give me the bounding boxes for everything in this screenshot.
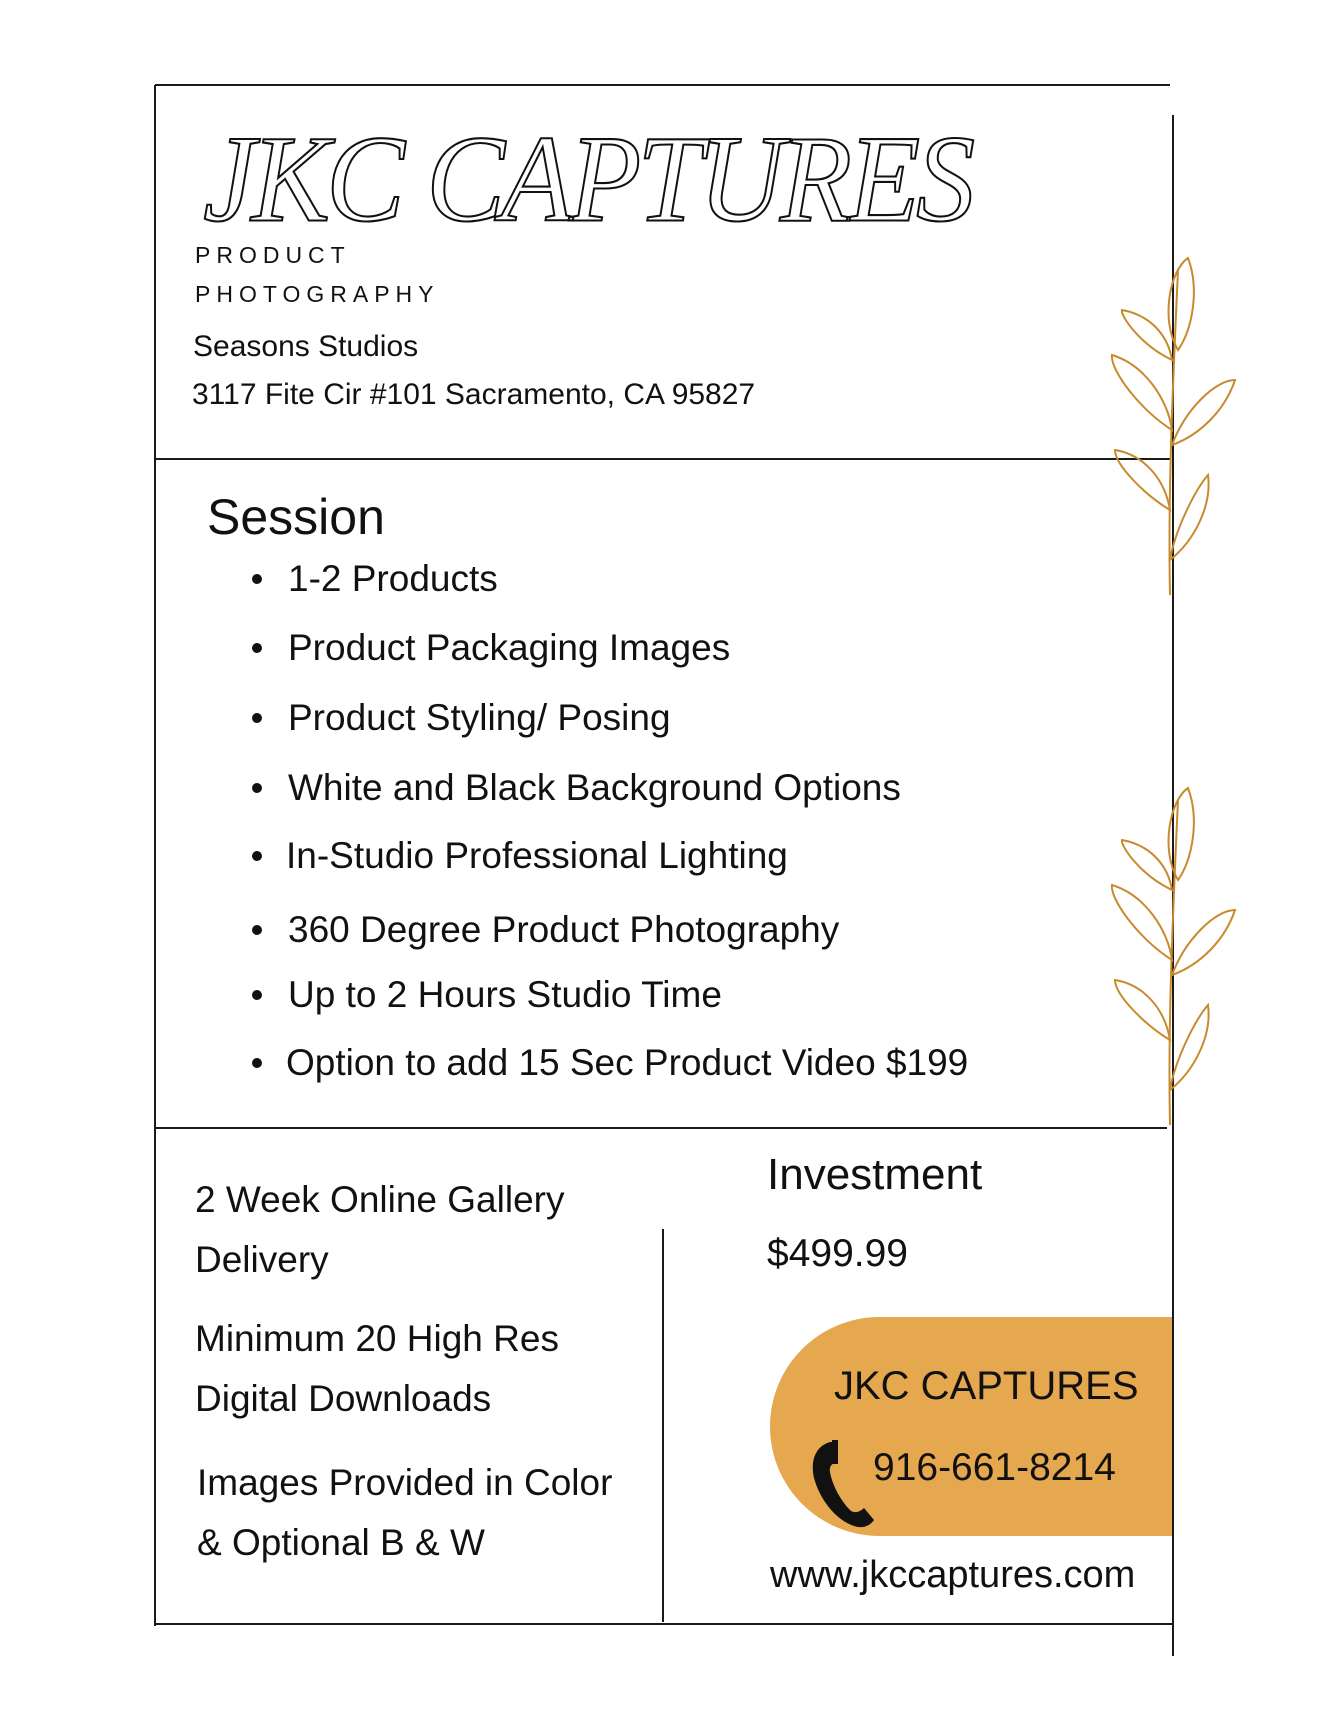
column-divider [662, 1229, 664, 1622]
gallery-delivery-line2: Delivery [195, 1239, 329, 1280]
logo-wordmark: JKC CAPTURES [203, 110, 972, 248]
downloads-line1: Minimum 20 High Res [195, 1318, 559, 1359]
website-link[interactable]: www.jkccaptures.com [770, 1554, 1136, 1596]
gallery-delivery-line1: 2 Week Online Gallery [195, 1179, 565, 1220]
investment-label: Investment [767, 1150, 983, 1199]
leaf-sprig-icon [1100, 250, 1245, 595]
subtitle-product: PRODUCT [195, 242, 351, 268]
downloads-line2: Digital Downloads [195, 1378, 492, 1419]
bullet-icon [252, 574, 262, 584]
session-divider [155, 1127, 1167, 1129]
leaf-sprig-icon [1100, 780, 1245, 1125]
subtitle-photography: PHOTOGRAPHY [195, 281, 440, 307]
bullet-icon [252, 713, 262, 723]
header-divider [155, 458, 1170, 460]
frame-left-line [154, 85, 156, 1626]
contact-brand: JKC CAPTURES [834, 1364, 1139, 1408]
frame-top-line [155, 84, 1170, 86]
color-line1: Images Provided in Color [197, 1462, 613, 1503]
bullet-icon [252, 1058, 262, 1068]
session-title: Session [207, 489, 385, 545]
bullet-icon [252, 783, 262, 793]
contact-phone[interactable]: 916-661-8214 [873, 1446, 1116, 1489]
bullet-icon [252, 990, 262, 1000]
bullet-icon [252, 925, 262, 935]
studio-name: Seasons Studios [193, 330, 419, 363]
studio-address: 3117 Fite Cir #101 Sacramento, CA 95827 [192, 378, 756, 411]
phone-icon [808, 1438, 878, 1530]
frame-bottom-line [155, 1623, 1172, 1625]
color-line2: & Optional B & W [197, 1522, 485, 1563]
bullet-icon [252, 851, 262, 861]
investment-price: $499.99 [767, 1232, 908, 1275]
bullet-icon [252, 643, 262, 653]
